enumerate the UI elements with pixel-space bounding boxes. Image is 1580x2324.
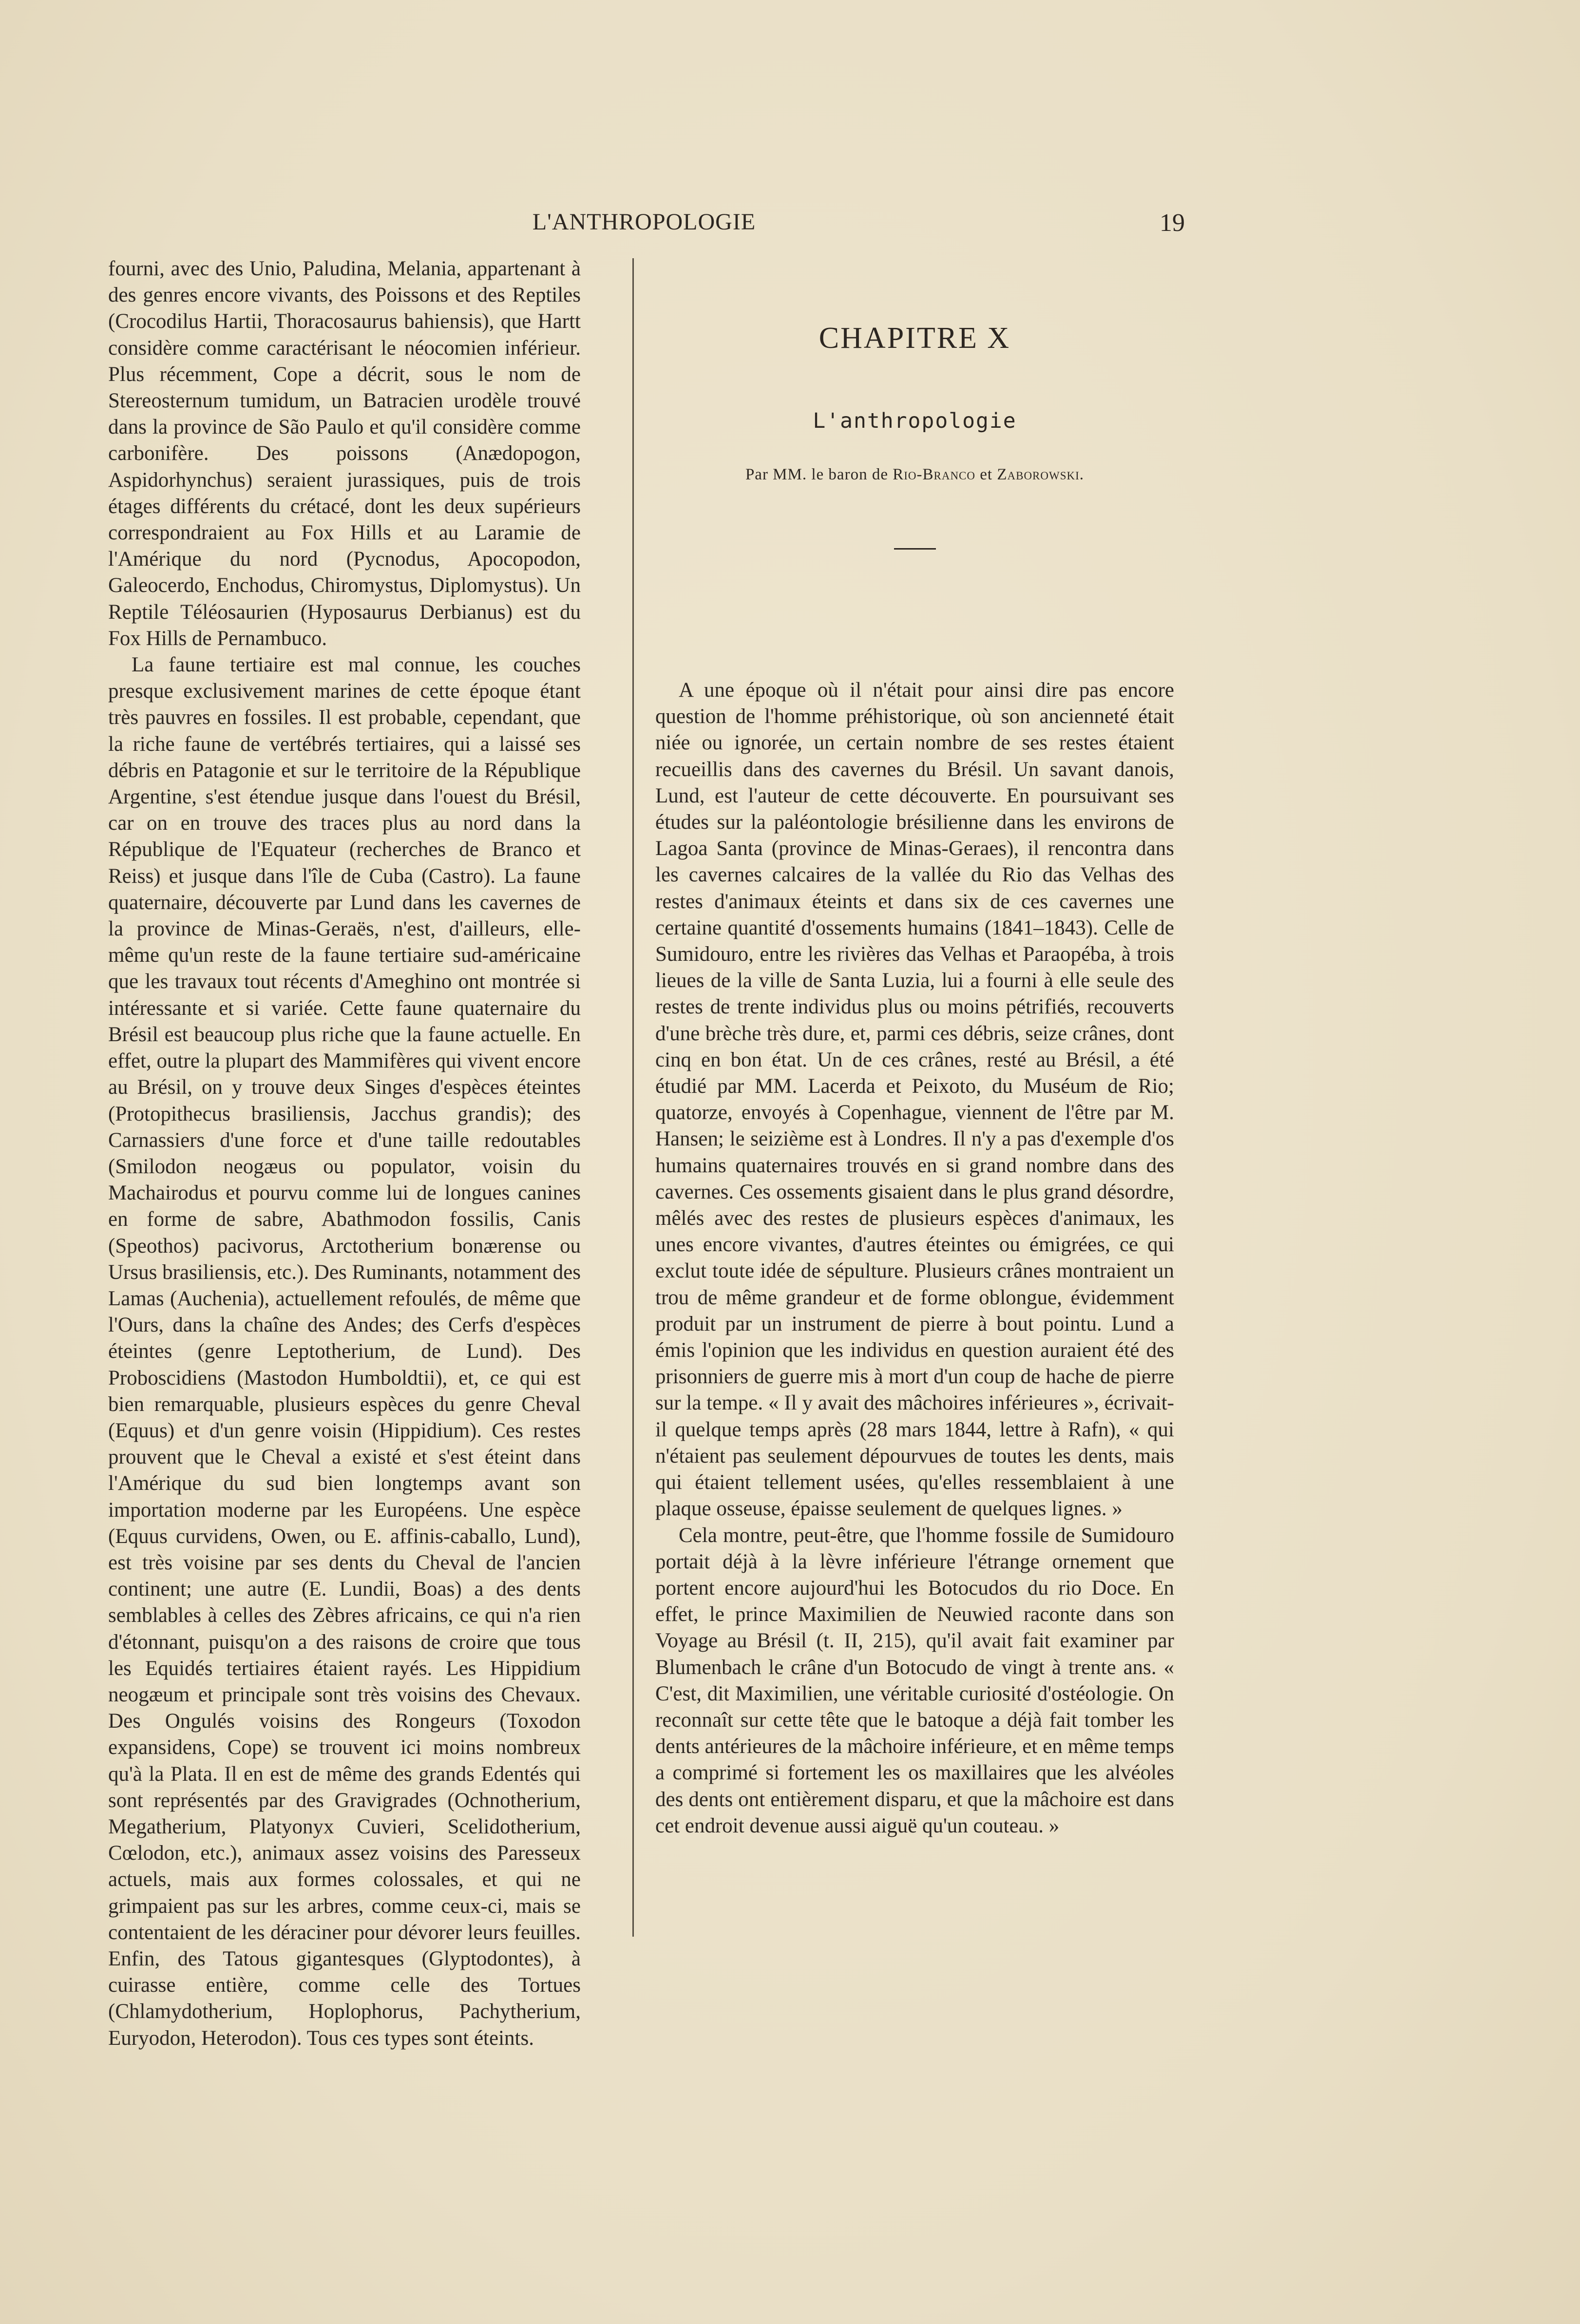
page-number: 19 <box>1160 209 1185 237</box>
authors-prefix: Par MM. le baron de <box>745 466 888 483</box>
chapter-title: L'anthropologie <box>813 409 1017 433</box>
chapter-body <box>655 677 1174 1839</box>
right-paragraph-1: A une époque où il n'était pour ainsi dire pas encore question de l'homme préhistorique, où son ancienneté était niée ou ignorée, un certain nombre de ses restes étaient recueillis dans des cavernes du Brésil. Un savant danois, Lund, est l'auteur de cette découverte. En poursuivant ses études sur la paléontologie brésilienne dans les environs de Lagoa Santa (province de Minas-Geraes), il rencontra dans les cavernes calcaires de la vallée du Rio das Velhas des restes d'animaux éteints et dans six de ces cavernes une certaine quantité d'ossements humains (1841–1843). Celle de Sumidouro, entre les rivières das Velhas et Paraopéba, à trois lieues de la ville de Santa Luzia, lui a fourni à elle seule des restes de trente individus plus ou moins pétrifiés, recouverts d'une brèche très dure, et, parmi ces débris, seize crânes, dont cinq en bon état. Un de ces crânes, resté au Brésil, a été étudié par MM. Lacerda et Peixoto, du Muséum de Rio; quatorze, envoyés à Copenhague, viennent de l'être par M. Hansen; le seizième est à Londres. Il n'y a pas d'exemple d'os humains quaternaires trouvés en si grand nombre dans des cavernes. Ces ossements gisaient dans le plus grand désordre, mêlés avec des restes de plusieurs espèces d'animaux, les unes encore vivantes, d'autres éteintes ou émigrées, ce qui exclut toute idée de sépulture. Plusieurs crânes montraient un trou de même grandeur et de forme oblongue, évidemment produit par un instrument de pierre à bout pointu. Lund a émis l'opinion que les individus en question auraient été des prisonniers de guerre mis à mort d'un coup de hache de pierre sur la tempe. « Il y avait des mâchoires inférieures », écrivait-il quelque temps après (28 mars 1844, lettre à Rafn), « qui n'étaient pas seulement dépourvues de toutes les dents, mais qui étaient tellement usées, qu'elles ressemblaient à une plaque osseuse, épaisse seulement de quelques lignes. » <box>655 679 1174 1521</box>
page-header <box>108 209 1185 244</box>
chapter-authors <box>655 461 1174 486</box>
left-paragraph-2: La faune tertiaire est mal connue, les couches presque exclusivement marines de cette époque étant très pauvres en fossiles. Il est probable, cependant, que la riche faune de vertébrés tertiaires, qui a laissé ses débris en Patagonie et sur le territoire de la République Argentine, s'est étendue jusque dans l'ouest du Brésil, car on en trouve des traces plus au nord dans la République de l'Equateur (recherches de Branco et Reiss) et jusque dans l'île de Cuba (Castro). La faune quaternaire, découverte par Lund dans les cavernes de la province de Minas-Geraës, n'est, d'ailleurs, elle-même qu'un reste de la faune tertiaire sud-américaine que les travaux tout récents d'Ameghino ont montrée si intéressante et si variée. Cette faune quaternaire du Brésil est beaucoup plus riche que la faune actuelle. En effet, outre la plupart des Mammifères qui vivent encore au Brésil, on y trouve deux Singes d'espèces éteintes (Protopithecus brasiliensis, Jacchus grandis); des Carnassiers d'une force et d'une taille redoutables (Smilodon neogæus ou populator, voisin du Machairodus et pourvu comme lui de longues canines en forme de sabre, Abathmodon fossilis, Canis (Speothos) pacivorus, Arctotherium bonærense ou Ursus brasiliensis, etc.). Des Ruminants, notamment des Lamas (Auchenia), actuellement refoulés, de même que l'Ours, dans la chaîne des Andes; des Cerfs d'espèces éteintes (genre Leptotherium, de Lund). Des Proboscidiens (Mastodon Humboldtii), et, ce qui est bien remarquable, plusieurs espèces du genre Cheval (Equus) et d'un genre voisin (Hippidium). Ces restes prouvent que le Cheval a existé et s'est éteint dans l'Amérique du sud bien longtemps avant son importation moderne par les Européens. Une espèce (Equus curvidens, Owen, ou E. affinis-caballo, Lund), est très voisine par ses dents du Cheval de l'ancien continent; une autre (E. Lundii, Boas) a des dents semblables à celles des Zèbres africains, ce qui n'a rien d'étonnant, puisqu'on a des raisons de croire que tous les Equidés tertiaires étaient rayés. Les Hippidium neogæum et principale sont très voisins des Chevaux. Des Ongulés voisins des Rongeurs (Toxodon expansidens, Cope) se trouvent ici moins nombreux qu'à la Plata. Il en est de même des grands Edentés qui sont représentés par des Gravigrades (Ochnotherium, Megatherium, Platyonyx Cuvieri, Scelidotherium, Cœlodon, etc.), animaux assez voisins des Paresseux actuels, mais aux formes colossales, et qui ne grimpaient pas sur les arbres, comme ceux-ci, mais se contentaient de les déraciner pour dévorer leurs feuilles. Enfin, des Tatous gigantesques (Glyptodontes), à cuirasse entière, comme celle des Tortues (Chlamydotherium, Hoplophorus, Pachytherium, Euryodon, Heterodon). Tous ces types sont éteints. <box>108 653 581 2050</box>
authors-join: et <box>980 466 993 483</box>
right-column <box>655 256 1174 1839</box>
left-column <box>108 256 581 2052</box>
chapter-heading: CHAPITRE X <box>819 322 1011 355</box>
author-zaborowski: Zaborowski. <box>997 466 1085 483</box>
right-paragraph-2: Cela montre, peut-être, que l'homme fossile de Sumidouro portait déjà à la lèvre inférieure l'étrange ornement que portent encore aujourd'hui les Botocudos du rio Doce. En effet, le prince Maximilien de Neuwied raconte dans son Voyage au Brésil (t. II, 215), qu'il avait fait examiner par Blumenbach le crâne d'un Botocudo de vingt à trente ans. « C'est, dit Maximilien, une véritable curiosité d'ostéologie. On reconnaît sur cette tête que le batoque a déjà fait tomber les dents antérieures de la mâchoire inférieure, et en même temps a comprimé si fortement les os maxillaires que les alvéoles des dents ont entièrement disparu, et que la mâchoire est dans cet endroit devenue aussi aiguë qu'un couteau. » <box>655 1524 1174 1837</box>
running-title: L'ANTHROPOLOGIE <box>532 209 756 235</box>
section-separator <box>894 548 936 550</box>
left-paragraph-1: fourni, avec des Unio, Paludina, Melania, appartenant à des genres encore vivants, des Poissons et des Reptiles (Crocodilus Hartii, Thoracosaurus bahiensis), que Hartt considère comme caractérisant le néocomien inférieur. Plus récemment, Cope a décrit, sous le nom de Stereosternum tumidum, un Batracien urodèle trouvé dans la province de São Paulo et qu'il considère comme carbonifère. Des poissons (Anædopogon, Aspidorhynchus) seraient jurassiques, puis de trois étages différents du crétacé, dont les deux supérieurs correspondraient au Fox Hills et au Laramie de l'Amérique du nord (Pycnodus, Apocopodon, Galeocerdo, Enchodus, Chiromystus, Diplomystus). Un Reptile Téléosaurien (Hyposaurus Derbianus) est du Fox Hills de Pernambuco. <box>108 257 581 650</box>
column-divider <box>632 258 634 1937</box>
author-rio-branco: Rio-Branco <box>893 466 976 483</box>
